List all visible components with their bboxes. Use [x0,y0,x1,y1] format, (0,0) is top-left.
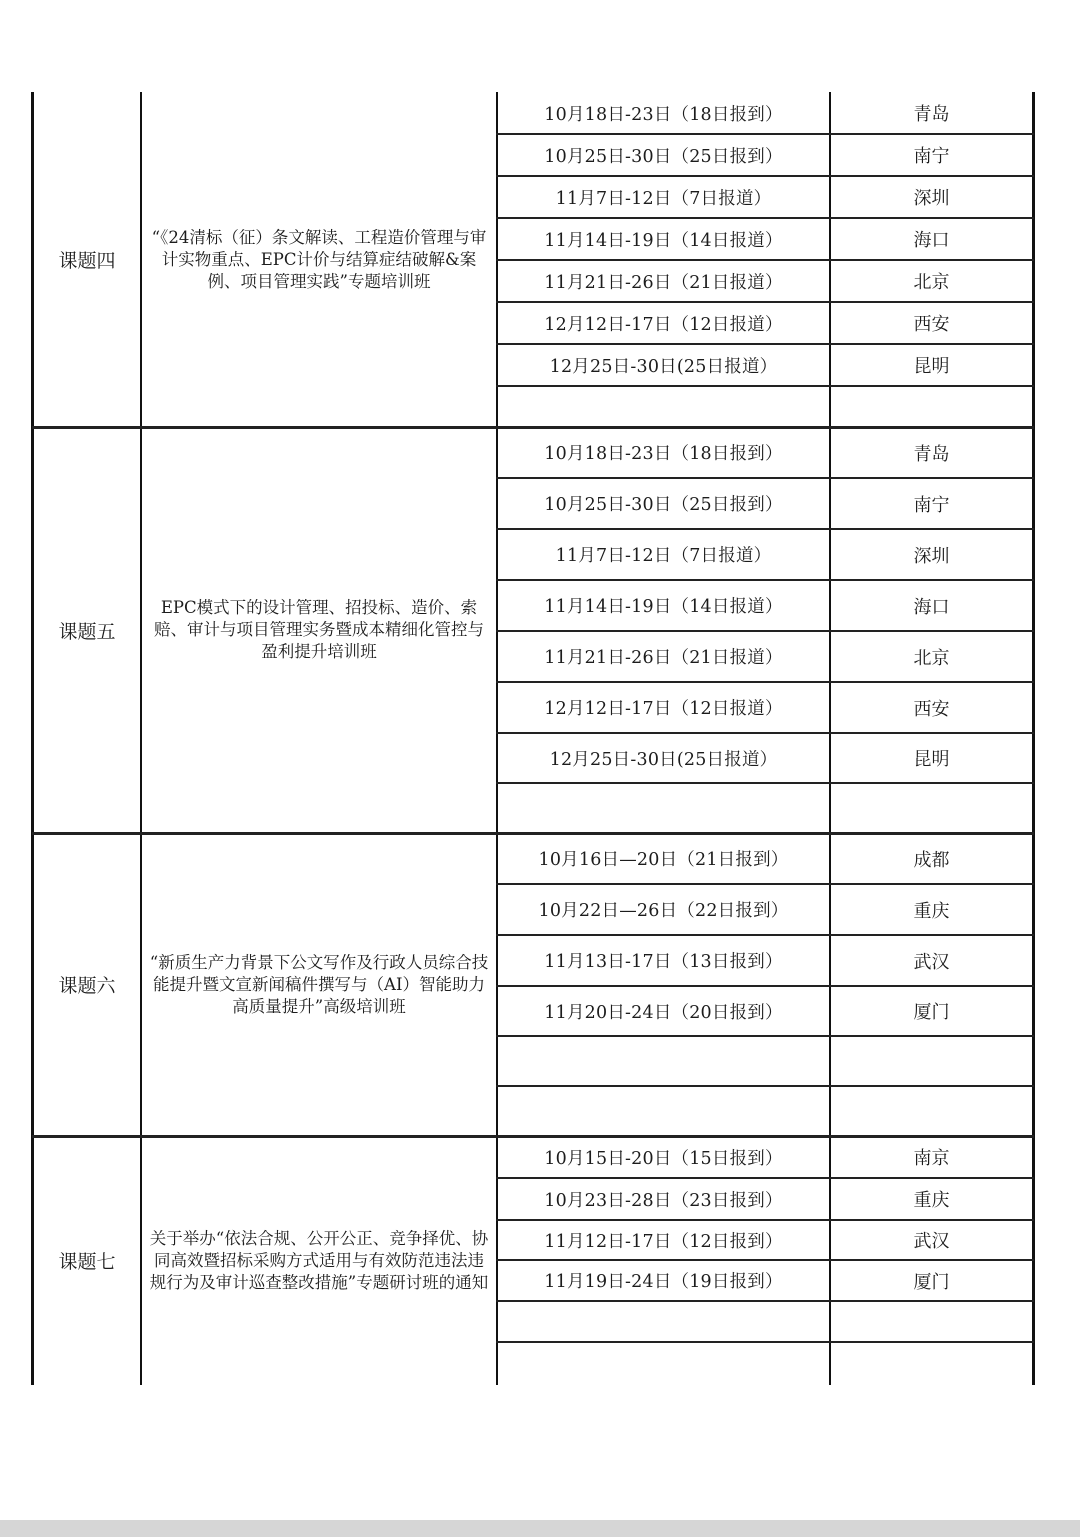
city-cell: 西安 [913,698,950,720]
date-cell: 11月21日-26日（21日报道） [544,648,783,668]
date-cell: 12月12日-17日（12日报道） [544,699,783,719]
city-cell [831,1086,1032,1136]
date-cell [498,783,829,833]
course-description: “《24清标（征）条文解读、工程造价管理与审计实物重点、EPC计价与结算症结破解&案例、项目管理实践”专题培训班 [151,227,487,291]
city-cell: 北京 [913,647,950,669]
date-cell [498,1086,829,1136]
city-cell: 深圳 [913,545,950,567]
date-cell: 12月25日-30日(25日报道） [549,356,778,377]
city-cell [831,1301,1032,1342]
city-cell [831,783,1032,833]
course-description: EPC模式下的设计管理、招投标、造价、索赔、审计与项目管理实务暨成本精细化管控与盈利提升培训班 [154,598,484,661]
city-cell: 海口 [913,230,950,251]
city-cell: 西安 [913,314,950,335]
date-cell: 11月7日-12日（7日报道） [555,546,772,566]
date-cell: 11月13日-17日（13日报到） [544,952,783,972]
course-description: “新质生产力背景下公文写作及行政人员综合技能提升暨文宣新闻稿件撰写与（AI）智能助力高质量提升”高级培训班 [149,952,489,1016]
city-cell: 南宁 [913,494,950,516]
date-cell: 12月25日-30日(25日报道） [549,749,778,770]
date-cell: 11月12日-17日（12日报到） [544,1231,783,1252]
city-cell: 重庆 [913,1190,950,1211]
date-cell [498,386,829,427]
date-cell: 11月19日-24日（19日报到） [544,1272,783,1292]
bottom-scroll-strip [0,1520,1080,1537]
date-cell: 10月22日—26日（22日报到） [538,901,789,921]
date-cell: 11月14日-19日（14日报道） [544,597,783,617]
date-cell: 10月25日-30日（25日报到） [544,146,783,167]
date-cell: 10月18日-23日（18日报到） [544,444,783,464]
date-cell: 10月18日-23日（18日报到） [544,104,783,125]
date-cell: 11月21日-26日（21日报道） [544,272,783,293]
date-cell: 12月12日-17日（12日报道） [544,314,783,335]
city-cell: 武汉 [913,951,950,973]
date-cell: 10月25日-30日（25日报到） [544,495,783,515]
date-cell: 10月23日-28日（23日报到） [544,1190,783,1211]
date-cell: 11月14日-19日（14日报道） [544,230,783,251]
date-cell: 11月7日-12日（7日报道） [555,188,772,209]
date-cell [498,1301,829,1342]
city-cell: 青岛 [913,104,950,125]
city-cell: 昆明 [913,749,950,770]
city-cell [831,1342,1032,1385]
date-cell [498,1036,829,1086]
city-cell: 昆明 [913,356,950,377]
date-cell: 11月20日-24日（20日报到） [544,1002,783,1023]
city-cell: 海口 [913,596,950,618]
city-cell: 北京 [913,272,950,293]
course-description: 关于举办“依法合规、公开公正、竞争择优、协同高效暨招标采购方式适用与有效防范违法违规行为及审计巡查整改措施”专题研讨班的通知 [149,1228,489,1292]
date-cell: 10月15日-20日（15日报到） [544,1148,783,1169]
date-cell: 10月16日—20日（21日报到） [538,850,789,870]
city-cell [831,1036,1032,1086]
table-rule [1032,92,1035,1385]
city-cell: 成都 [913,849,950,871]
city-cell: 南京 [913,1148,950,1169]
city-cell: 南宁 [913,146,950,167]
city-cell: 青岛 [913,443,950,465]
topic-label: 课题六 [58,975,116,997]
city-cell: 厦门 [913,1002,950,1023]
city-cell: 重庆 [913,900,950,922]
city-cell: 武汉 [913,1231,950,1252]
date-cell [498,1342,829,1385]
city-cell: 深圳 [913,188,950,209]
city-cell: 厦门 [913,1271,950,1293]
city-cell [831,386,1032,427]
topic-label: 课题五 [58,620,116,643]
topic-label: 课题七 [58,1251,116,1273]
table-rule [140,92,142,1385]
topic-label: 课题四 [58,250,116,272]
